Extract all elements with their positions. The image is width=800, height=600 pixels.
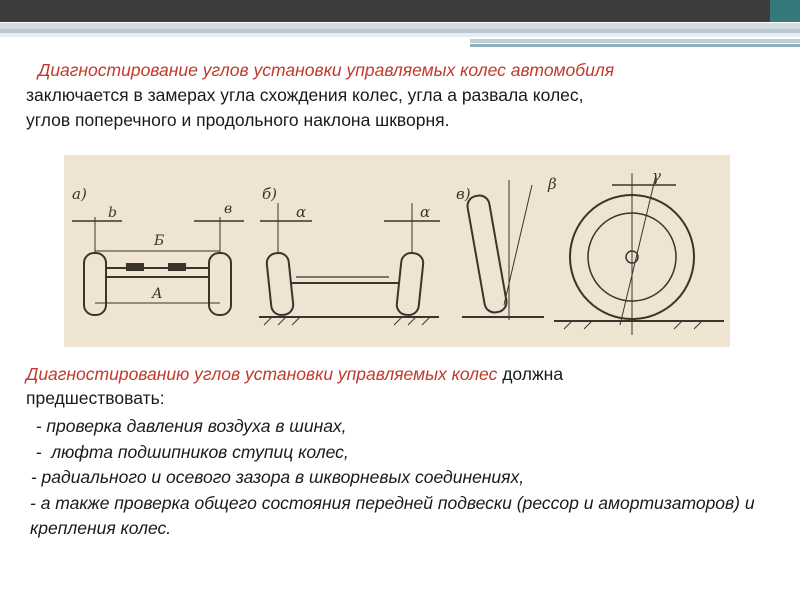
intro-line: углов поперечного и продольного наклона шкворня.: [26, 110, 450, 130]
list-item: - проверка давления воздуха в шинах,: [26, 416, 347, 436]
label-v-panel: в): [456, 185, 471, 203]
wheel-right: [396, 252, 424, 316]
section-tail: должна: [497, 364, 564, 384]
header-stripe: [470, 39, 800, 43]
header-bar: [0, 0, 770, 22]
label-A: А: [152, 286, 163, 302]
label-gamma: γ: [652, 167, 661, 185]
section-line: предшествовать:: [26, 388, 165, 408]
list-item: - радиального и осевого зазора в шкворневых соединениях,: [26, 467, 525, 487]
header-stripe: [0, 33, 800, 37]
header-accent: [770, 0, 800, 22]
label-a-panel: а): [72, 185, 87, 203]
wheel-side: [466, 194, 508, 314]
intro-title: Диагностирование углов установки управляемых колес автомобиля: [38, 60, 615, 80]
spring-pad: [126, 263, 144, 271]
label-v-small: в: [224, 201, 233, 217]
header-stripe: [470, 44, 800, 47]
label-alpha-right: α: [420, 203, 431, 221]
spring-pad: [168, 263, 186, 271]
list-item: - а также проверка общего состояния передней подвески (рессор и амортизаторов) и крепления колес.: [30, 492, 755, 538]
kingpin-axis: [620, 175, 656, 325]
prerequisites-list: [26, 414, 786, 542]
label-beta: β: [548, 175, 557, 193]
label-alpha-left: α: [296, 203, 307, 221]
list-item: - люфта подшипников ступиц колес,: [26, 441, 349, 462]
kingpin-axis: [504, 185, 532, 305]
label-b-panel: б): [262, 185, 278, 203]
wheel-alignment-diagram: [64, 155, 730, 347]
section-lead: Диагностированию углов установки управляемых колес: [26, 364, 498, 384]
wheel-left: [266, 252, 294, 316]
label-B: Б: [154, 233, 165, 249]
intro-text: [26, 58, 786, 133]
ground-hatch: [264, 317, 430, 325]
wheel-left: [84, 253, 106, 315]
prerequisites-heading: [26, 362, 786, 410]
diagram-svg: [64, 155, 730, 347]
intro-line: заключается в замерах угла схождения колес, угла а развала колес,: [26, 85, 584, 105]
ground-hatch: [564, 321, 702, 329]
wheel-right: [209, 253, 231, 315]
label-b-small: b: [108, 205, 117, 221]
